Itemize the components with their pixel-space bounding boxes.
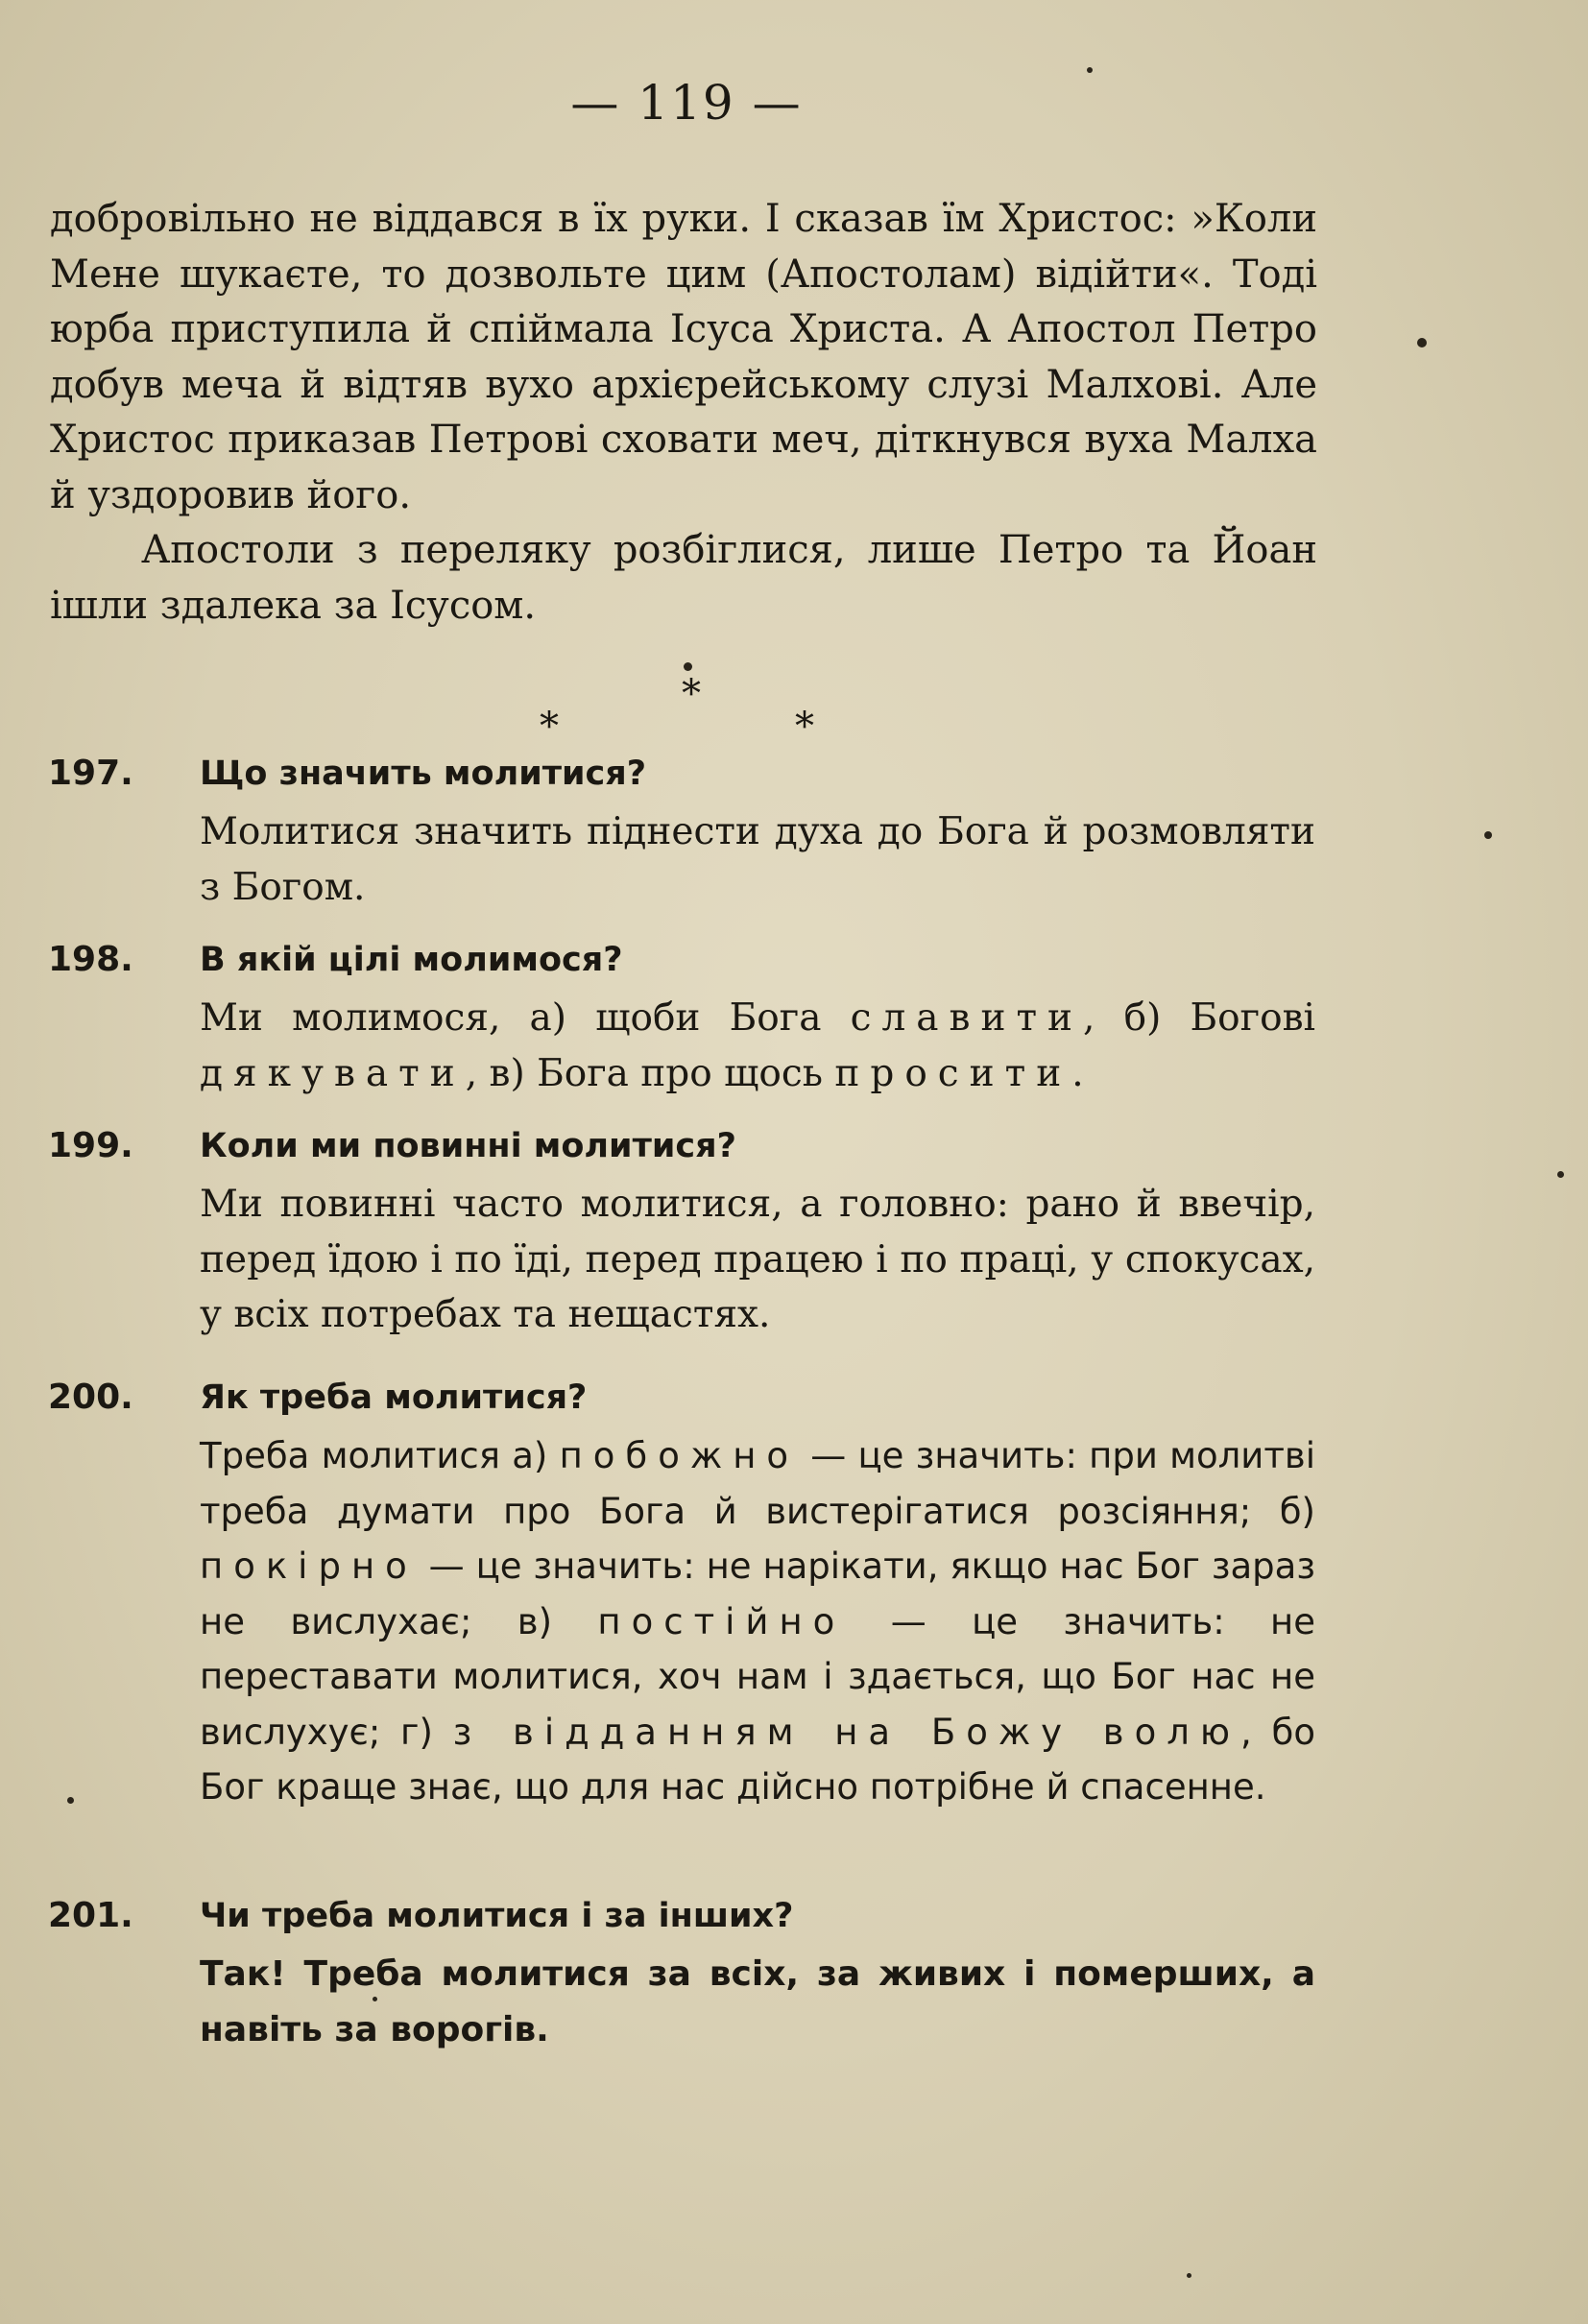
question-text: Чи треба молитися і за інших? <box>200 1897 794 1935</box>
answer-segment: Треба молитися а) <box>200 1435 560 1476</box>
separator-star: * <box>795 705 814 749</box>
answer-segment: Ми молимося, а) щоби Бога <box>200 996 851 1040</box>
paper-speck <box>684 662 692 671</box>
question-number: 198. <box>48 940 133 979</box>
answer-segment: Ми повинні часто молитися, а головно: рано й ввечір, перед їдою і по їді, перед працею і по праці, у спокусах, у всіх потребах та нещастях. <box>200 1183 1315 1336</box>
intro-paragraph-2: Апостоли з переляку розбіглися, лише Петро та Йоан ішли здалека за Ісусом. <box>50 528 1317 628</box>
answer-text <box>200 1428 1315 1815</box>
intro-text <box>50 192 1317 634</box>
answer-segment-spaced: постійно <box>597 1600 846 1642</box>
answer-text <box>200 1947 1315 2057</box>
question-text: Що значить молитися? <box>200 755 647 793</box>
answer-segment: Так! Треба молитися за всіх, за живих і померших, а навіть за ворогів. <box>200 1954 1315 2049</box>
separator-star: * <box>540 705 559 749</box>
question-text: В якій цілі молимося? <box>200 941 623 979</box>
page-number: — 119 — <box>570 75 803 131</box>
paper-speck <box>67 1797 74 1804</box>
separator-star: * <box>682 672 701 716</box>
question-text: Як треба молитися? <box>200 1378 588 1417</box>
answer-segment: , б) Богові <box>1083 996 1315 1040</box>
answer-segment-spaced: славити <box>850 996 1084 1040</box>
question-number: 199. <box>48 1126 133 1165</box>
answer-segment: , в) Бога про щось <box>465 1051 835 1095</box>
answer-segment-spaced: просити <box>834 1051 1072 1095</box>
answer-segment: — це значить: не нарікати, якщо нас Бог зараз не вислухає; в) <box>200 1545 1315 1642</box>
intro-paragraph-1: добровільно не віддався в їх руки. І сказав їм Христос: »Коли Мене шукаєте, то дозвольте цим (Апостолам) відійти«. Тоді юрба приступила й спіймала Ісуса Христа. А Апостол Петро добув меча й відтяв вухо архієрейському слузі Малхові. Але Христос приказав Петрові сховати меч, діткнувся вуха Малха й уздоровив його. <box>50 197 1317 517</box>
paper-speck <box>1187 2273 1191 2278</box>
answer-segment: Молитися значить піднести духа до Бога й розмовляти з Богом. <box>200 810 1315 909</box>
answer-segment: — це значить: при молитві треба думати про Бога й вистерігатися розсіяння; б) <box>200 1435 1315 1532</box>
question-number: 201. <box>48 1896 133 1935</box>
paper-speck <box>1417 338 1427 347</box>
paper-speck <box>1484 831 1492 839</box>
answer-text <box>200 1177 1315 1343</box>
answer-segment-spaced: дякувати <box>200 1051 466 1095</box>
question-number: 197. <box>48 754 133 793</box>
answer-segment-spaced: покірно <box>200 1545 418 1587</box>
answer-segment-spaced: побожно <box>559 1435 800 1476</box>
paper-speck <box>373 1997 377 2001</box>
answer-segment: . <box>1071 1051 1084 1095</box>
question-number: 200. <box>48 1378 133 1417</box>
answer-text <box>200 804 1315 915</box>
paper-speck <box>1087 67 1093 73</box>
question-text: Коли ми повинні молитися? <box>200 1127 736 1165</box>
answer-text <box>200 991 1315 1101</box>
paper-speck <box>1557 1171 1564 1178</box>
answer-segment: — це значить: не переставати молитися, хоч нам і здається, що Бог нас не вислухує; г) <box>200 1600 1316 1753</box>
answer-segment: , бо Бог краще знає, що для нас дійсно потрібне й спасенне. <box>200 1711 1315 1808</box>
answer-segment-spaced: з відданням на Божу волю <box>452 1711 1241 1753</box>
